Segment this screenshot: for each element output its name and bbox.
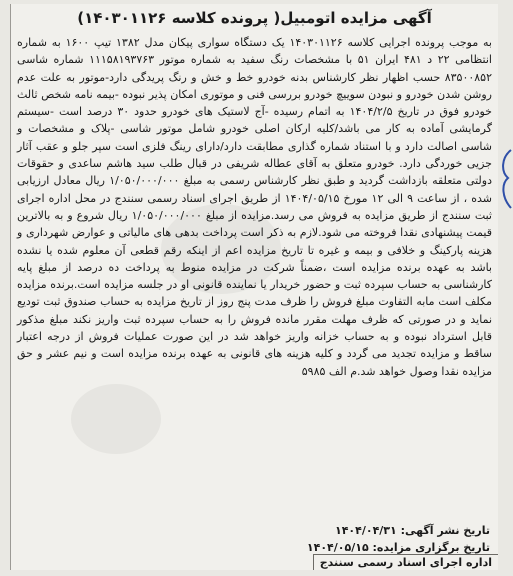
issuer-signature: اداره اجرای اسناد رسمی سنندج (313, 554, 498, 570)
notice-body (17, 34, 492, 380)
paper-stain (71, 384, 161, 454)
auction-date: تاریخ برگزاری مزایده: ۱۴۰۴/۰۵/۱۵ (306, 541, 490, 554)
margin-pen-mark (499, 148, 513, 210)
notice-clipping (10, 4, 498, 570)
publish-date: تاریخ نشر آگهی: ۱۴۰۴/۰۴/۳۱ (334, 524, 490, 537)
notice-dates (307, 522, 490, 556)
notice-body-paragraph: به موجب پرونده اجرایی کلاسه ۱۴۰۳۰۱۱۲۶ یک دستگاه سواری پیکان مدل ۱۳۸۲ تیپ ۱۶۰۰ به شماره انتظامی ۲۲ د ۴۸۱ ایران ۵۱ با مشخصات رنگ سفید به شماره موتور ۱۱۱۵۸۱۹۳۷۶۳ شماره شاسی ۸۳۵۰۰۸۵۲ حسب اظهار نظر کارشناس بدنه خودرو خط و خش و رنگ پریدگی دارد-موتور به علت عدم روشن شدن خودرو و نبودن سوییچ خودرو بررسی فنی و موتوری امکان پذیر نبوده -بیمه نامه شخص ثالث خودرو فوق در تاریخ ۱۴۰۴/۲/۵ به اتمام رسیده -آج لاستیک های خودرو حدود ۳۰ درصد است -سیستم گرمایشی آماده به کار می باشد/کلیه ارکان اصلی خودرو شامل موتور شاسی -پلاک و مشخصات و شاسی اصالت دارد و با استناد شماره گذاری مطابقت دارد/دارای رینگ فلزی است سپر جلو و عقب آثار جزیی خوردگی دارد. خودرو متعلق به آقای عطاله شریفی در قبال طلب سید هاشم ساعدی و حقوقات دولتی متعلقه بازداشت گردید و طبق نظر کارشناس رسمی به مبلغ ۱/۰۵۰/۰۰۰/۰۰۰ ریال معادل ارزیابی شده ، از ساعت ۹ الی ۱۲ مورخ ۱۴۰۴/۰۵/۱۵ از طریق اجرای اسناد رسمی سنندج در محل اداره اجرای ثبت سنندج از طریق مزایده به فروش می رسد.مزایده از مبلغ ۱/۰۵۰/۰۰۰/۰۰۰ ریال شروع و به بالاترین قیمت پیشنهادی نقدا فروخته می شود.لازم به ذکر است پرداخت بدهی های مالیاتی و عوارض شهرداری و هزینه پارکینگ و خلافی و بیمه و غیره تا تاریخ مزایده اعم از اینکه رقم قطعی آن معلوم شده یا نشده باشد به عهده برنده مزایده است ،ضمناً شرکت در مزایده منوط به پرداخت ده درصد از مبلغ پایه کارشناسی به حساب سپرده ثبت و حضور خریدار یا نماینده قانونی او در جلسه مزایده است.برنده مزایده مکلف است مابه التفاوت مبلغ فروش را ظرف مدت پنج روز از تاریخ مزایده به حساب صندوق ثبت تودیع نماید و در صورتی که ظرف مهلت مقرر مانده فروش را به حساب سپرده ثبت واریز نکند مبلغ مذکور قابل استرداد نبوده و به حساب خزانه واریز خواهد شد در این صورت عملیات فروش از درجه اعتبار ساقط و مزایده تجدید می گردد و کلیه هزینه های قانونی به عهده برنده مزایده است و نیم عشر و حق مزایده نقدا وصول خواهد شد.م الف ۵۹۸۵ (17, 36, 492, 378)
notice-title: آگهی مزایده اتومبیل( پرونده کلاسه ۱۴۰۳۰۱۱۲۶) (77, 9, 432, 27)
